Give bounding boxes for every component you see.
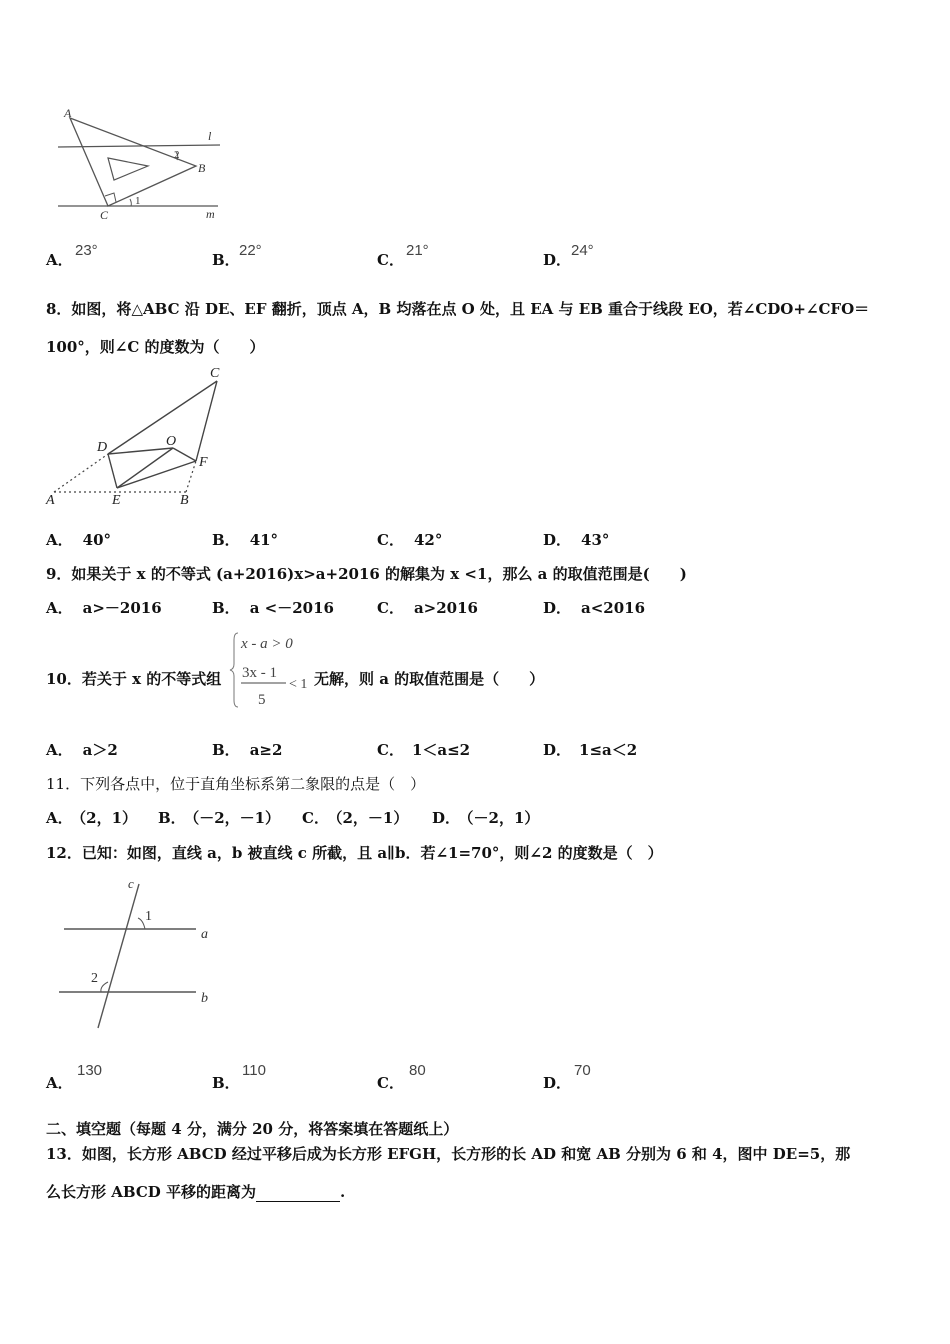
angle2-arc xyxy=(101,982,108,992)
q10-inequality-system xyxy=(228,630,318,710)
left-brace xyxy=(230,633,238,707)
label-1: 1 xyxy=(145,909,152,924)
label-f: F xyxy=(199,455,208,470)
q8-option-d[interactable]: D． 43° xyxy=(543,531,610,549)
seg-do xyxy=(108,448,173,454)
q7-value-d: 24° xyxy=(571,242,594,259)
label-a: A xyxy=(64,106,72,120)
q11-option-b[interactable]: B． （－2，－1） xyxy=(158,809,281,827)
q10-option-c[interactable]: C． 1＜a≤2 xyxy=(377,741,471,759)
label-a: a xyxy=(201,927,208,942)
label-c: C xyxy=(210,366,220,381)
q8-stem-line2: 100°，则∠C 的度数为（ ） xyxy=(46,338,265,356)
q8-figure xyxy=(40,360,240,510)
dotted-ad xyxy=(54,454,108,492)
seg-de xyxy=(108,454,117,488)
seg-eo xyxy=(117,448,173,488)
q10-option-a[interactable]: A． a＞2 xyxy=(46,741,118,759)
q13-line2-end: . xyxy=(340,1183,346,1201)
q7-value-b: 22° xyxy=(239,242,262,259)
label-angle2: 2 xyxy=(174,149,180,161)
label-2: 2 xyxy=(91,971,98,986)
q13-line2-text: 么长方形 ABCD 平移的距离为 xyxy=(46,1183,256,1201)
q12-option-c[interactable]: C． xyxy=(377,1074,404,1092)
q12-value-a: 130 xyxy=(77,1062,103,1079)
label-b: B xyxy=(198,161,206,175)
q7-option-c[interactable]: C． xyxy=(377,251,404,269)
q9-option-a[interactable]: A． a>－2016 xyxy=(46,599,162,617)
q9-option-d[interactable]: D． a<2016 xyxy=(543,599,646,617)
q12-value-c: 80 xyxy=(409,1062,426,1079)
label-c: c xyxy=(128,876,134,891)
q12-option-b[interactable]: B． xyxy=(212,1074,240,1092)
q12-option-d[interactable]: D． xyxy=(543,1074,572,1092)
triangle-abc xyxy=(70,118,196,206)
q10-stem-prefix: 10．若关于 x 的不等式组 xyxy=(46,670,222,688)
q9-option-b[interactable]: B． a <－2016 xyxy=(212,599,334,617)
q7-option-d[interactable]: D． xyxy=(543,251,572,269)
label-b: B xyxy=(180,493,189,508)
q9-stem: 9．如果关于 x 的不等式 (a+2016)x>a+2016 的解集为 x <1，那么 a 的取值范围是( ) xyxy=(46,565,687,583)
label-b: b xyxy=(201,991,208,1006)
q13-answer-blank[interactable] xyxy=(256,1187,340,1202)
q8-option-b[interactable]: B． 41° xyxy=(212,531,279,549)
q11-option-c[interactable]: C． （2，－1） xyxy=(302,809,409,827)
q7-option-a[interactable]: A． xyxy=(46,251,73,269)
seg-ef xyxy=(117,461,196,488)
inner-triangle xyxy=(108,158,148,180)
q8-option-c[interactable]: C． 42° xyxy=(377,531,443,549)
section-heading: 二、填空题（每题 4 分，满分 20 分，将答案填在答题纸上） xyxy=(46,1120,459,1138)
seg-of xyxy=(173,448,196,461)
label-angle1: 1 xyxy=(135,195,141,207)
line-c xyxy=(98,884,139,1028)
frac-numerator: 3x - 1 xyxy=(242,665,277,681)
q13-stem-line2 xyxy=(46,1181,345,1202)
q8-stem-line1: 8．如图，将△ABC 沿 DE、EF 翻折，顶点 A，B 均落在点 O 处，且 EA 与 EB 重合于线段 EO，若∠CDO+∠CFO＝ xyxy=(46,300,870,318)
label-e: E xyxy=(112,493,121,508)
q11-stem: 11．下列各点中，位于直角坐标系第二象限的点是（ ） xyxy=(46,775,426,793)
frac-denominator: 5 xyxy=(258,692,266,708)
q10-stem-suffix: 无解，则 a 的取值范围是（ ） xyxy=(314,670,545,688)
q7-figure xyxy=(50,100,240,225)
q12-option-a[interactable]: A． xyxy=(46,1074,73,1092)
q7-option-b[interactable]: B． xyxy=(212,251,240,269)
q13-stem-line1: 13．如图，长方形 ABCD 经过平移后成为长方形 EFGH，长方形的长 AD 和宽 AB 分别为 6 和 4，图中 DE=5，那 xyxy=(46,1145,851,1163)
label-m: m xyxy=(206,207,215,221)
q11-option-a[interactable]: A． （2，1） xyxy=(46,809,138,827)
q9-option-c[interactable]: C． a>2016 xyxy=(377,599,478,617)
q10-option-d[interactable]: D． 1≤a＜2 xyxy=(543,741,638,759)
label-c: C xyxy=(100,208,109,222)
q12-value-d: 70 xyxy=(574,1062,591,1079)
q7-value-a: 23° xyxy=(75,242,98,259)
label-a: A xyxy=(46,493,55,508)
label-o: O xyxy=(166,434,177,449)
q12-figure xyxy=(50,872,220,1032)
q12-value-b: 110 xyxy=(242,1062,266,1079)
right-angle-mark xyxy=(105,193,116,202)
q12-stem: 12．已知：如图，直线 a，b 被直线 c 所截，且 a∥b．若∠1=70°，则∠2 的度数是（ ） xyxy=(46,844,663,862)
angle1-arc xyxy=(130,199,131,206)
q11-option-d[interactable]: D． （－2，1） xyxy=(432,809,540,827)
frac-relation: < 1 xyxy=(289,677,308,692)
q10-option-b[interactable]: B． a≥2 xyxy=(212,741,283,759)
dotted-bf xyxy=(186,461,196,492)
q7-value-c: 21° xyxy=(406,242,429,259)
label-d: D xyxy=(97,440,108,455)
angle1-arc xyxy=(138,918,145,929)
q8-option-a[interactable]: A． 40° xyxy=(46,531,112,549)
system-line-1: x - a > 0 xyxy=(241,636,293,652)
label-l: l xyxy=(208,129,212,143)
